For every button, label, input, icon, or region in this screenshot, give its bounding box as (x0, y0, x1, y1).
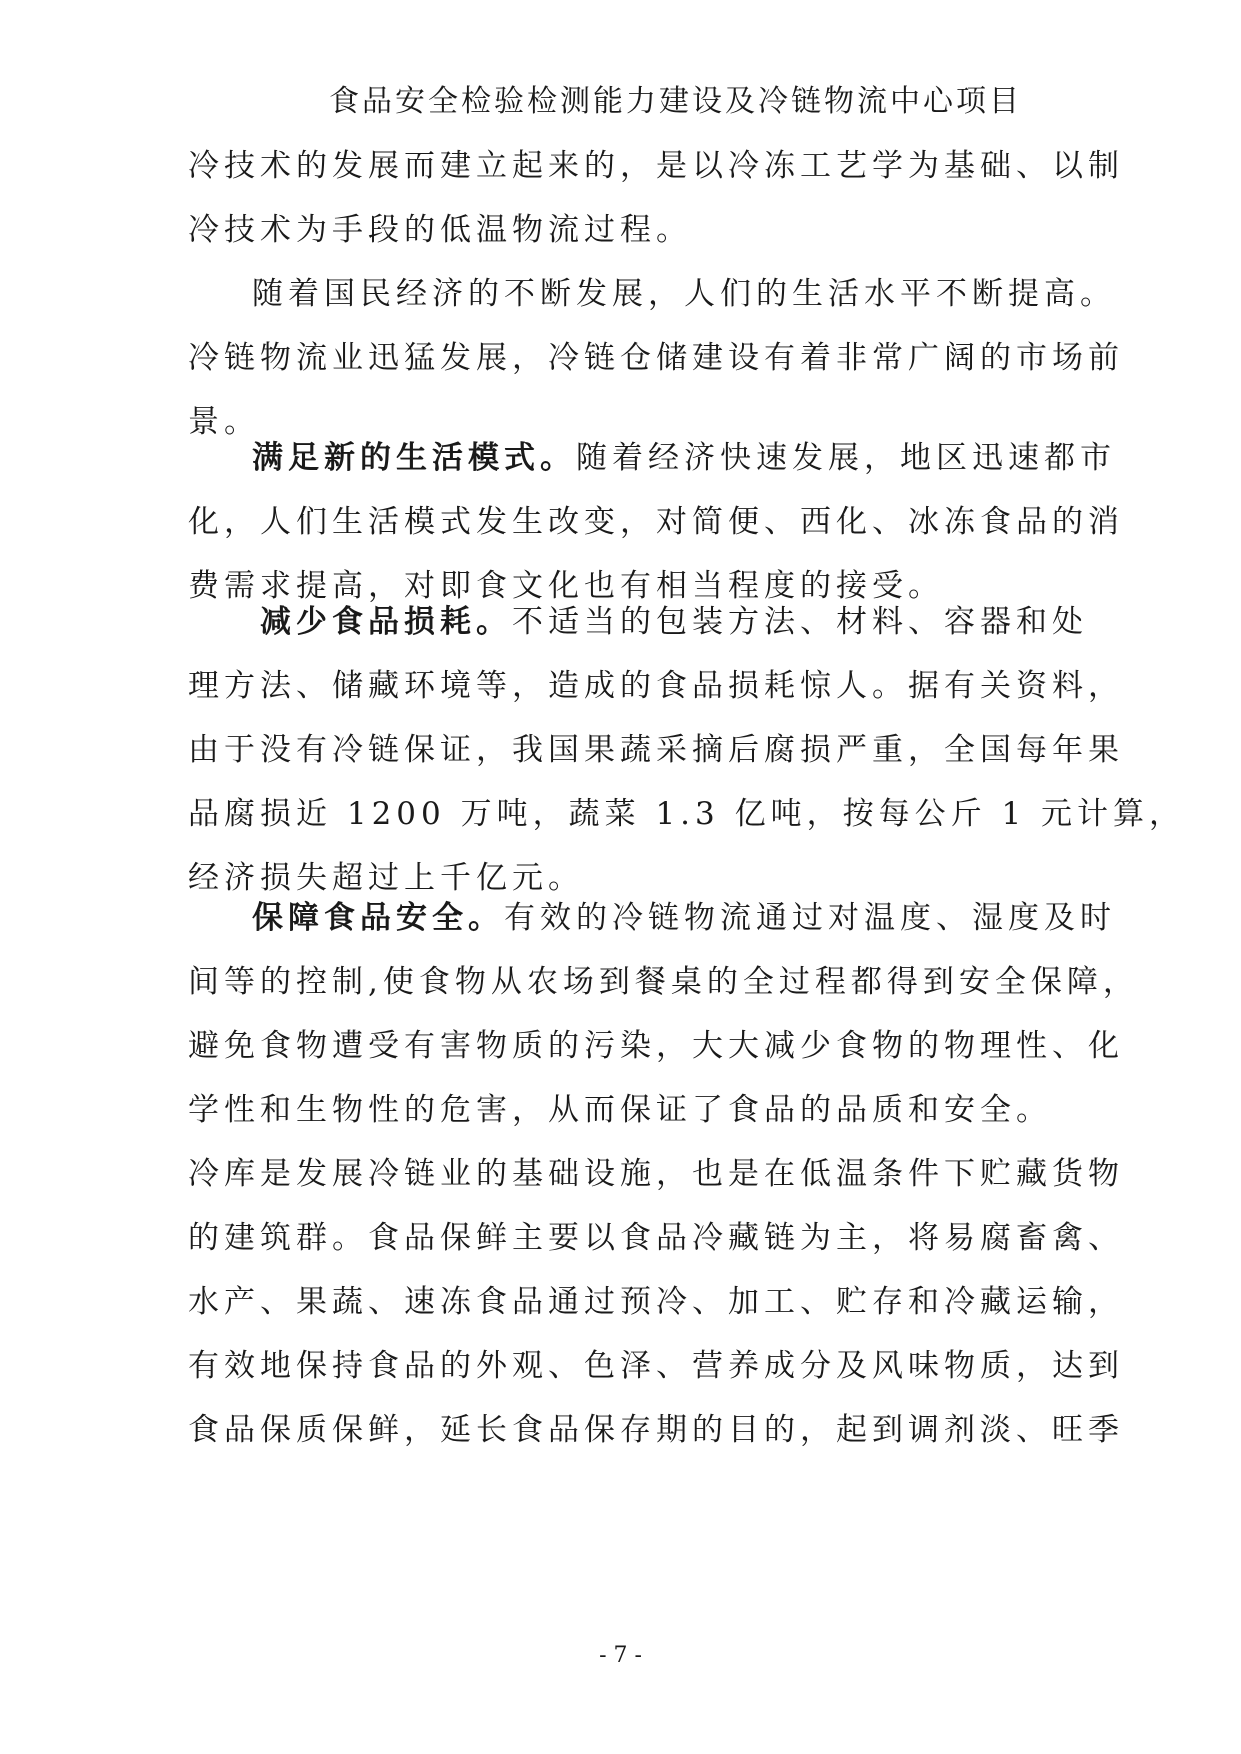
page-header (0, 82, 1241, 122)
paragraph-line: 避免食物遭受有害物质的污染，大大减少食物的物理性、化 (188, 1028, 1124, 1064)
paragraph-1 (188, 146, 1124, 250)
paragraph-lead: 减少食品损耗。 (260, 604, 512, 640)
paragraph-5 (188, 898, 1139, 1130)
paragraph-line: 理方法、储藏环境等，造成的食品损耗惊人。据有关资料， (188, 668, 1124, 704)
paragraph-line: 学性和生物性的危害，从而保证了食品的品质和安全。 (188, 1092, 1052, 1128)
paragraph-line: 有效地保持食品的外观、色泽、营养成分及风味物质，达到 (188, 1348, 1124, 1384)
paragraph-line: 食品保质保鲜，延长食品保存期的目的，起到调剂淡、旺季 (188, 1412, 1124, 1448)
header-title: 食品安全检验检测能力建设及冷链物流中心项目 (329, 84, 1022, 119)
paragraph-first-rest: 有效的冷链物流通过对温度、湿度及时 (504, 900, 1116, 936)
paragraph-line: 间等的控制,使食物从农场到餐桌的全过程都得到安全保障， (188, 964, 1139, 1000)
paragraph-lead: 保障食品安全。 (252, 900, 504, 936)
paragraph-line: 由于没有冷链保证，我国果蔬采摘后腐损严重，全国每年果 (188, 732, 1124, 768)
paragraph-line: 冷链物流业迅猛发展，冷链仓储建设有着非常广阔的市场前 (188, 340, 1124, 376)
paragraph-line: 水产、果蔬、速冻食品通过预冷、加工、贮存和冷藏运输， (188, 1284, 1124, 1320)
paragraph-2 (188, 274, 1124, 442)
paragraph-line: 化，人们生活模式发生改变，对简便、西化、冰冻食品的消 (188, 504, 1124, 540)
paragraph-3 (188, 438, 1124, 606)
paragraph-first-line (188, 438, 1124, 478)
paragraph-first-line (188, 602, 1185, 642)
paragraph-line: 景。 (188, 404, 260, 440)
paragraph-first-line (188, 898, 1139, 938)
paragraph-line: 费需求提高，对即食文化也有相当程度的接受。 (188, 568, 944, 604)
paragraph-line: 冷技术为手段的低温物流过程。 (188, 212, 692, 248)
paragraph-line: 冷技术的发展而建立起来的，是以冷冻工艺学为基础、以制 (188, 148, 1124, 184)
paragraph-line: 的建筑群。食品保鲜主要以食品冷藏链为主，将易腐畜禽、 (188, 1220, 1124, 1256)
page-number: - 7 - (599, 1643, 642, 1668)
paragraph-6 (188, 1154, 1124, 1450)
paragraph-lead: 满足新的生活模式。 (252, 440, 576, 476)
paragraph-line: 随着国民经济的不断发展，人们的生活水平不断提高。 (252, 276, 1116, 312)
paragraph-first-rest: 不适当的包装方法、材料、容器和处 (512, 604, 1088, 640)
paragraph-4 (188, 602, 1185, 898)
paragraph-line: 经济损失超过上千亿元。 (188, 860, 584, 896)
paragraph-line: 冷库是发展冷链业的基础设施，也是在低温条件下贮藏货物 (188, 1156, 1124, 1192)
paragraph-first-rest: 随着经济快速发展，地区迅速都市 (576, 440, 1116, 476)
paragraph-line: 品腐损近 1200 万吨，蔬菜 1.3 亿吨，按每公斤 1 元计算， (188, 796, 1186, 832)
